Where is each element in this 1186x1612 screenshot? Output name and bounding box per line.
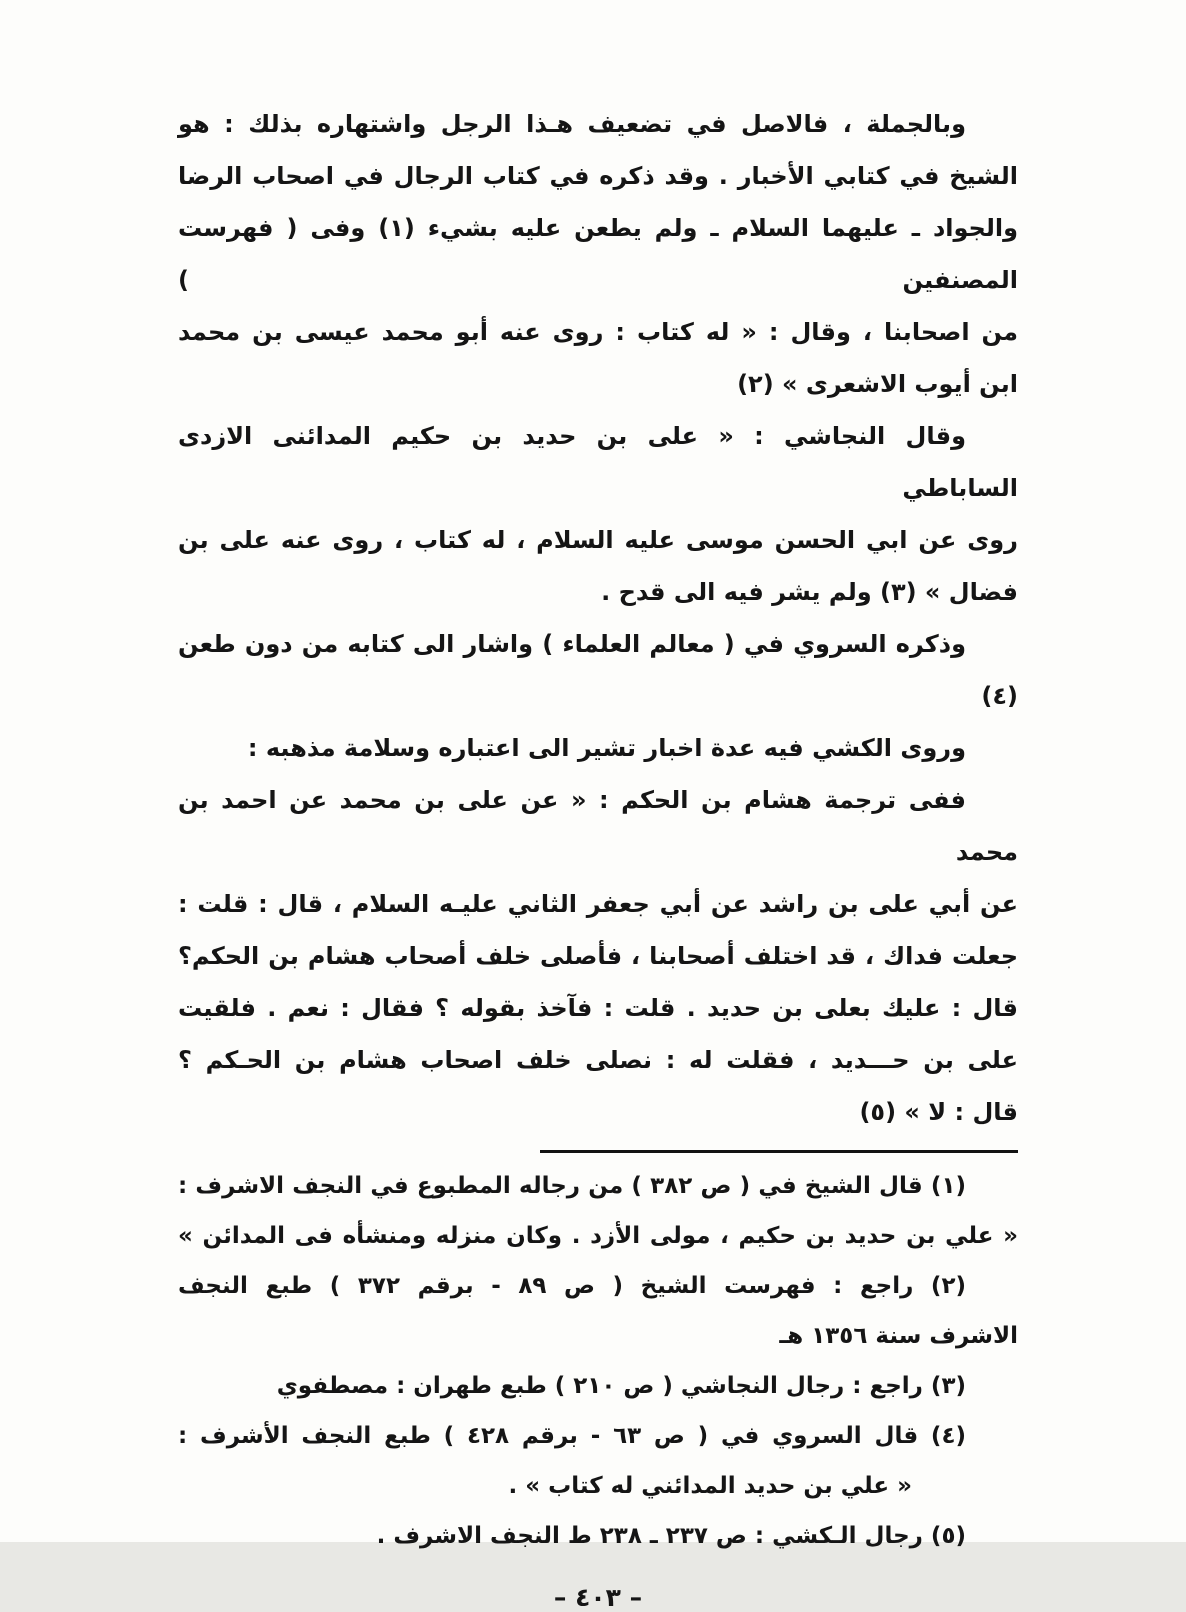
footnote-line: (١) قال الشيخ في ( ص ٣٨٢ ) من رجاله المطبوع في النجف الاشرف :	[178, 1173, 966, 1199]
body-line: على بن حـــديد ، فقلت له : نصلى خلف اصحاب هشام بن الحـكم ؟	[178, 1046, 1018, 1074]
page-number: – ٤٠٣ –	[553, 1583, 643, 1612]
body-line: وبالجملة ، فالاصل في تضعيف هـذا الرجل واشتهاره بذلك : هو	[178, 110, 966, 138]
body-line: والجواد ـ عليهما السلام ـ ولم يطعن عليه بشيء (١) وفى ( فهرست المصنفين )	[178, 214, 1018, 294]
body-line: قال : لا » (٥)	[859, 1098, 1018, 1126]
body-line: وذكره السروي في ( معالم العلماء ) واشار الى كتابه من دون طعن (٤)	[178, 630, 1018, 710]
footnote-separator	[540, 1150, 1018, 1153]
footnote-line: (٥) رجال الـكشي : ص ٢٣٧ ـ ٢٣٨ ط النجف الاشرف .	[376, 1523, 966, 1549]
footnote-line: « علي بن حديد المدائني له كتاب » .	[508, 1473, 912, 1499]
body-line: من اصحابنا ، وقال : « له كتاب : روى عنه أبو محمد عيسى بن محمد	[178, 318, 1018, 346]
body-line: عن أبي على بن راشد عن أبي جعفر الثاني عليـه السلام ، قال : قلت :	[178, 890, 1018, 918]
body-line: وقال النجاشي : « على بن حديد بن حكيم المدائنى الازدى الساباطي	[178, 422, 1018, 502]
footnote-line: (٢) راجع : فهرست الشيخ ( ص ٨٩ - برقم ٣٧٢ ) طبع النجف	[178, 1273, 967, 1299]
body-line: الشيخ في كتابي الأخبار . وقد ذكره في كتاب الرجال في اصحاب الرضا	[178, 162, 1018, 190]
body-line: روى عن ابي الحسن موسى عليه السلام ، له كتاب ، روى عنه على بن	[178, 526, 1018, 554]
footnote-line: (٤) قال السروي في ( ص ٦٣ - برقم ٤٢٨ ) طبع النجف الأشرف :	[178, 1423, 967, 1449]
footnote-line: الاشرف سنة ١٣٥٦ هـ	[779, 1323, 1018, 1349]
footnotes	[178, 1161, 1018, 1561]
footnote-line: (٣) راجع : رجال النجاشي ( ص ٢١٠ ) طبع طهران : مصطفوي	[276, 1373, 966, 1399]
body-line: ففى ترجمة هشام بن الحكم : « عن على بن محمد عن احمد بن محمد	[178, 786, 1018, 866]
footnote-line: « علي بن حديد بن حكيم ، مولى الأزد . وكان منزله ومنشأه فى المدائن »	[178, 1223, 1018, 1249]
body-line: جعلت فداك ، قد اختلف أصحابنا ، فأصلى خلف أصحاب هشام بن الحكم؟	[178, 942, 1018, 970]
body-line: قال : عليك بعلى بن حديد . قلت : فآخذ بقوله ؟ فقال : نعم . فلقيت	[178, 994, 1018, 1022]
body-text	[178, 98, 1018, 1138]
body-line: فضال » (٣) ولم يشر فيه الى قدح .	[601, 578, 1018, 606]
body-line: وروى الكشي فيه عدة اخبار تشير الى اعتباره وسلامة مذهبه :	[247, 734, 966, 762]
body-line: ابن أيوب الاشعرى » (٢)	[737, 370, 1018, 398]
